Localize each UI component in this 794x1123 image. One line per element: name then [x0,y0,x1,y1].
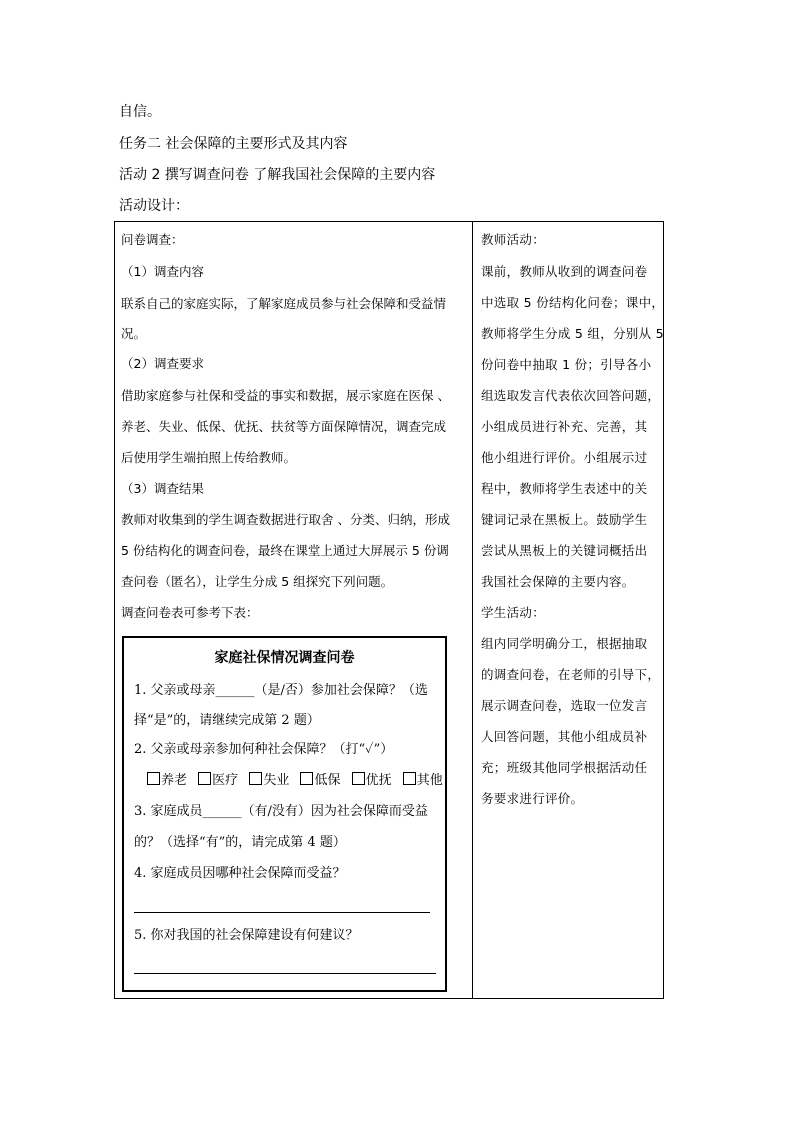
teacher-activity-line: 课前，教师从收到的调查问卷 [481,264,648,279]
checkbox-icon [300,772,313,785]
survey-item-2-title: （2）调查要求 [121,356,204,371]
activity-design-label: 活动设计： [119,198,189,214]
student-activity-line: 人回答问题，其他小组成员补 [481,729,648,744]
question-3-note: 的？（选择“有”的，请完成第 4 题） [134,835,346,850]
checkbox-icon [403,772,416,785]
question-1: 1. 父亲或母亲______（是/否）参加社会保障？（选 [134,683,428,698]
option-checkbox[interactable]: 医疗 [198,772,238,789]
question-4: 4. 家庭成员因哪种社会保障而受益？ [134,866,346,881]
student-activity-line: 充；班级其他同学根据活动任 [481,760,648,775]
teacher-activity-line: 我国社会保障的主要内容。 [481,574,635,589]
question-2-options [147,772,450,789]
checkbox-icon [198,772,211,785]
teacher-activity-line: 份问卷中抽取 1 份；引导各小 [481,357,652,372]
checkbox-icon [352,772,365,785]
questionnaire-title: 家庭社保情况调查问卷 [214,650,355,666]
question-1-note: 择“是”的，请继续完成第 2 题） [134,713,320,728]
student-activity-line: 务要求进行评价。 [481,791,584,806]
survey-item-3-text: 查问卷（匿名），让学生分成 5 组探究下列问题。 [121,574,394,589]
teacher-activity-line: 程中，教师将学生表述中的关 [481,481,648,496]
question-3: 3. 家庭成员______（有/没有）因为社会保障而受益 [134,804,428,819]
option-checkbox[interactable]: 失业 [249,772,289,789]
teacher-activity-line: 键词记录在黑板上。鼓励学生 [481,512,648,527]
teacher-activity-heading: 教师活动： [481,232,546,247]
intro-line-1: 自信。 [119,104,161,120]
student-activity-line: 组内同学明确分工，根据抽取 [481,636,648,651]
questionnaire-box [122,636,447,992]
question-5: 5. 你对我国的社会保障建设有何建议？ [134,928,359,943]
activity-table [114,221,664,999]
teacher-activity-line: 他小组进行评价。小组展示过 [481,450,648,465]
survey-item-3-text: 教师对收集到的学生调查数据进行取舍 、分类、归纳，形成 [121,512,450,527]
survey-item-3-text: 5 份结构化的调查问卷，最终在课堂上通过大屏展示 5 份调 [121,543,449,558]
teacher-activity-line: 尝试从黑板上的关键词概括出 [481,543,648,558]
teacher-activity-line: 小组成员进行补充、完善，其 [481,419,648,434]
survey-item-1-text: 联系自己的家庭实际，了解家庭成员参与社会保障和受益情 [121,296,447,311]
task-heading: 任务二 社会保障的主要形式及其内容 [119,136,348,152]
survey-item-2-text: 养老、失业、低保、优抚、扶贫等方面保障情况，调查完成 [121,419,447,434]
survey-item-2-text: 后使用学生端拍照上传给教师。 [121,450,297,465]
question-2: 2. 父亲或母亲参加何种社会保障？（打“✓”） [134,742,394,757]
student-activity-heading: 学生活动： [481,605,546,620]
survey-item-1-title: （1）调查内容 [121,264,204,279]
student-activity-line: 的调查问卷，在老师的引导下， [481,667,661,682]
teacher-activity-line: 教师将学生分成 5 组，分别从 5 [481,326,664,341]
answer-line-5[interactable] [134,973,436,974]
survey-heading: 问卷调查： [121,232,184,247]
option-checkbox[interactable]: 其他 [403,772,443,789]
survey-item-1-text: 况。 [121,326,147,341]
checkbox-icon [147,772,160,785]
answer-line-4[interactable] [134,912,430,913]
teacher-activity-line: 组选取发言代表依次回答问题， [481,388,661,403]
teacher-activity-line: 中选取 5 份结构化问卷；课中， [481,295,665,310]
column-divider [472,222,473,998]
activity-heading: 活动 2 撰写调查问卷 了解我国社会保障的主要内容 [119,167,436,183]
survey-item-3-title: （3）调查结果 [121,481,204,496]
survey-item-2-text: 借助家庭参与社保和受益的事实和数据，展示家庭在医保 、 [121,388,450,403]
option-checkbox[interactable]: 养老 [147,772,187,789]
option-checkbox[interactable]: 低保 [300,772,340,789]
checkbox-icon [249,772,262,785]
student-activity-line: 展示调查问卷，选取一位发言 [481,698,648,713]
table-reference: 调查问卷表可参考下表： [121,605,259,620]
option-checkbox[interactable]: 优抚 [352,772,392,789]
